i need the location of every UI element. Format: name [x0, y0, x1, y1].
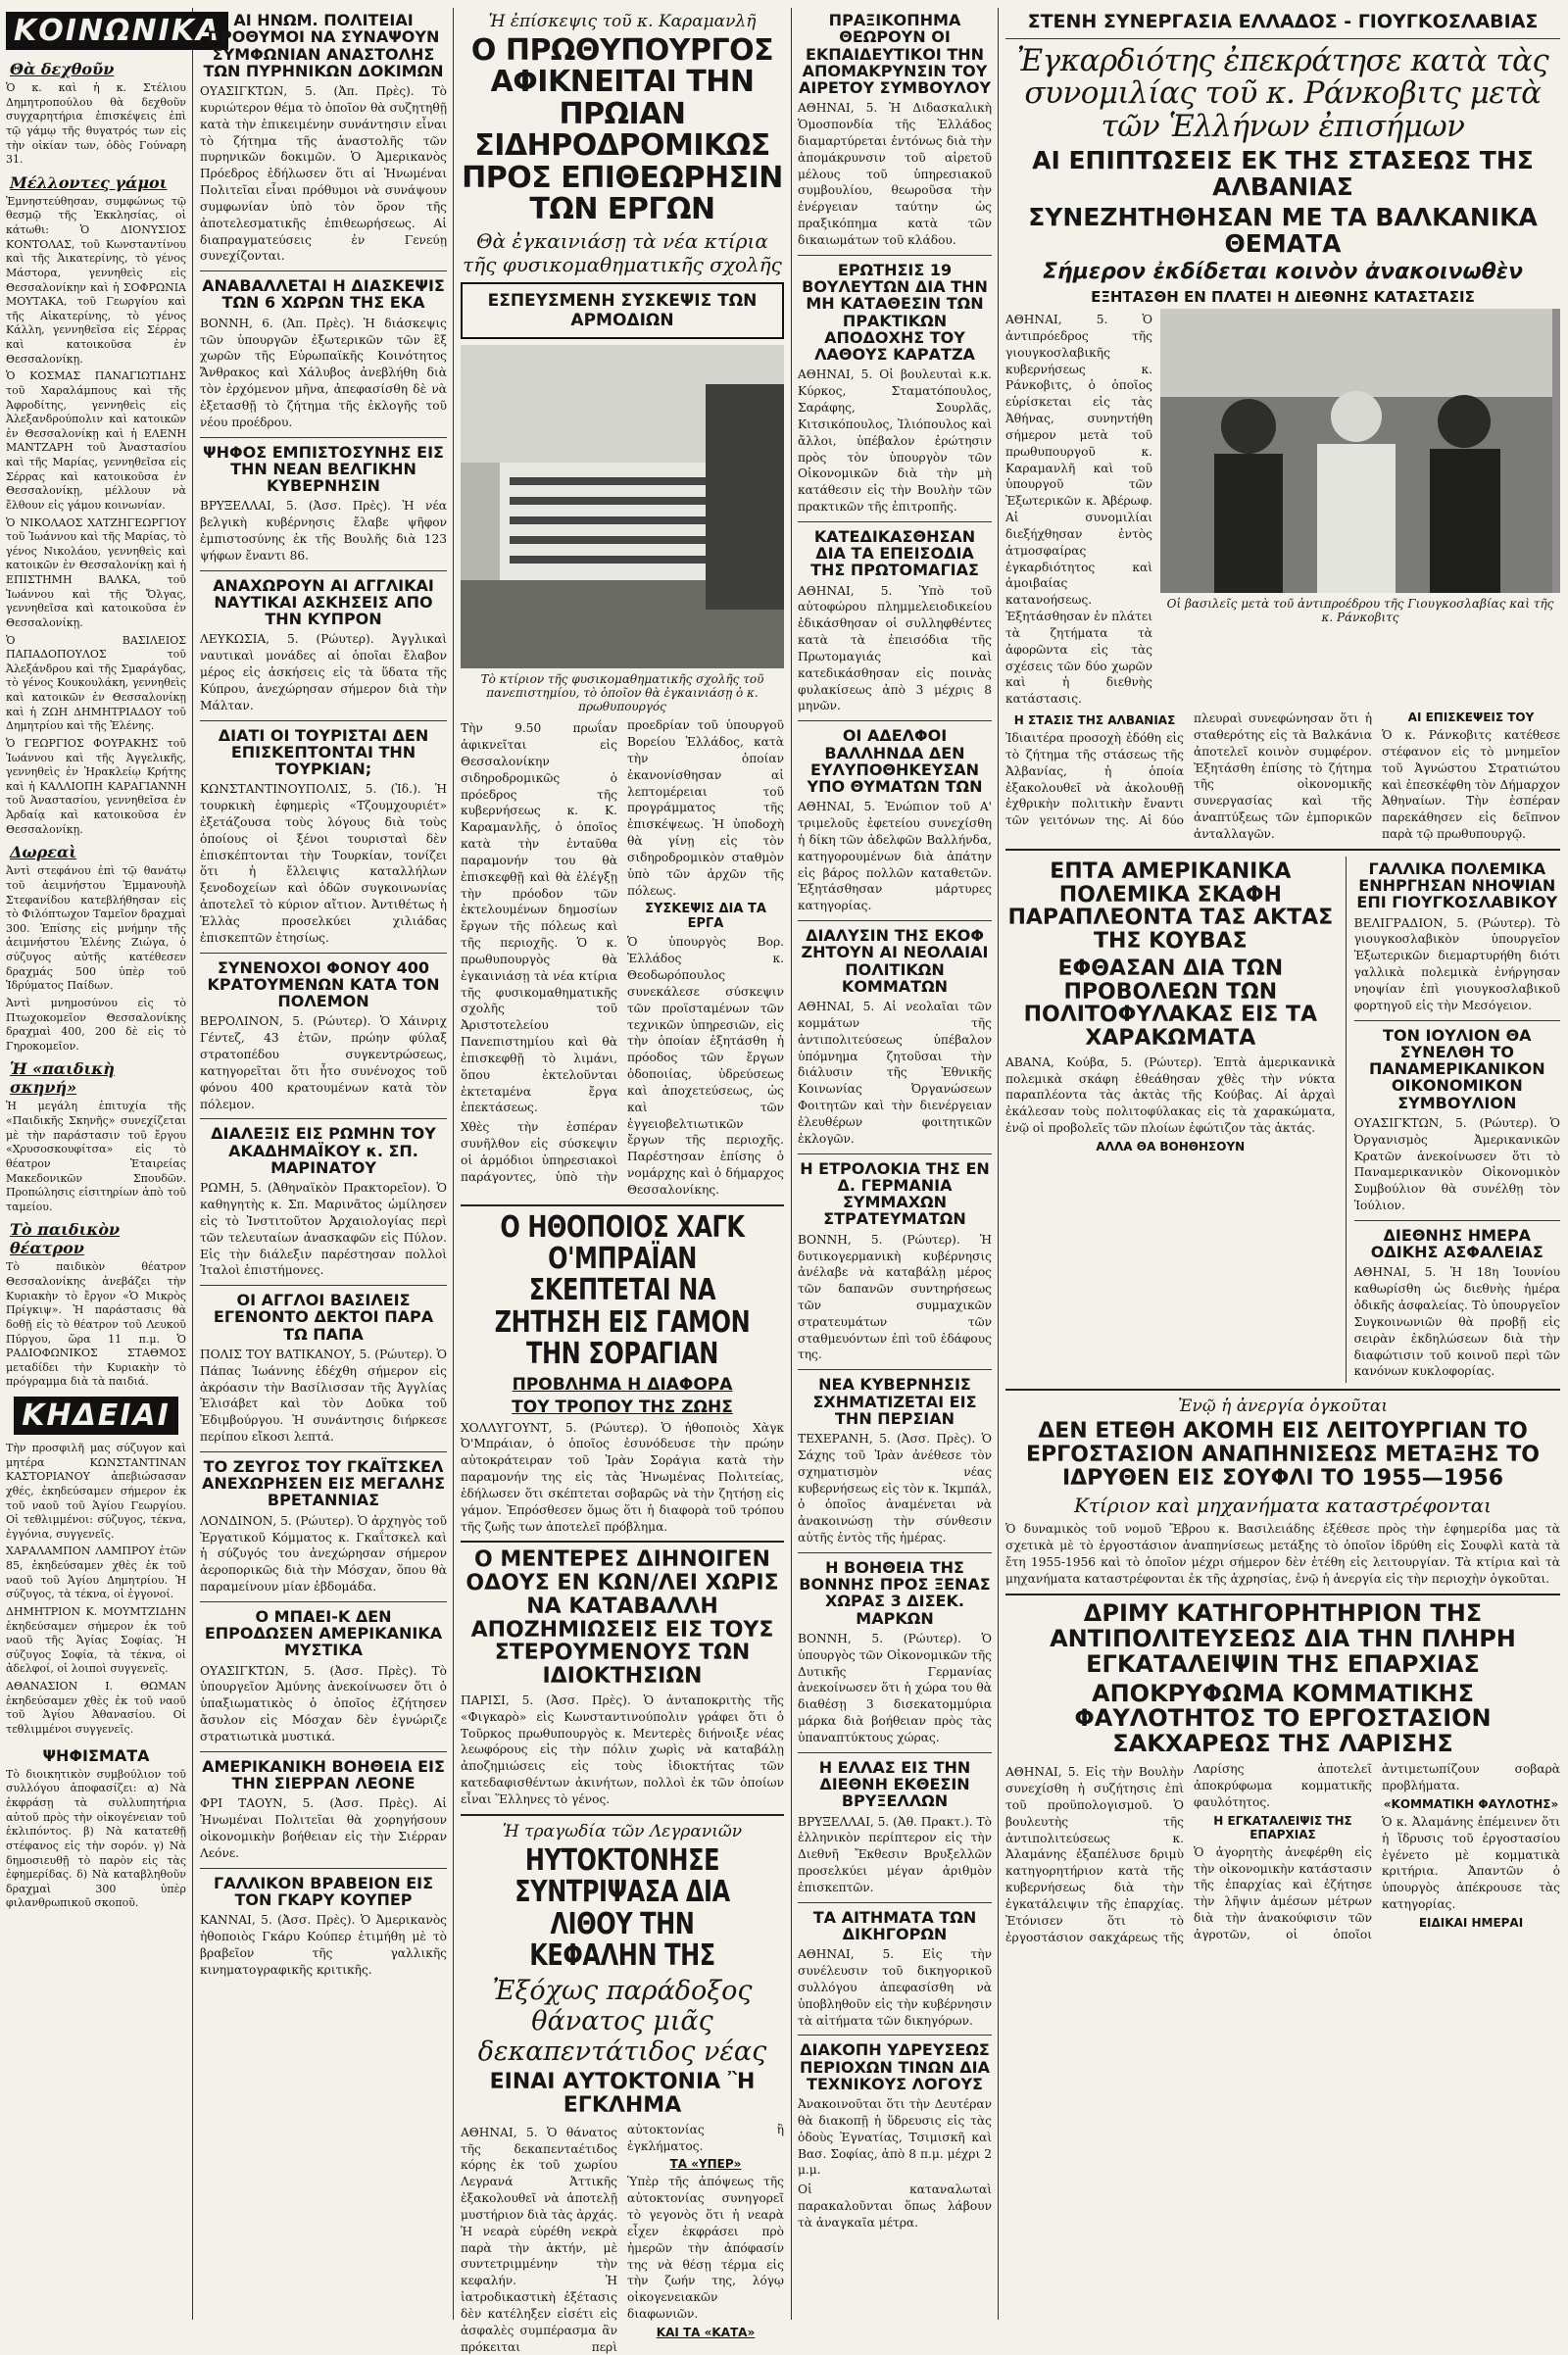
divider — [200, 1118, 447, 1119]
article-text — [200, 316, 447, 431]
divider — [1005, 38, 1560, 39]
dateline: ΒΡΥΞΕΛΛΑΙ, 5. (Ἀσσ. Πρὲς). — [200, 499, 391, 514]
column-rule — [192, 8, 193, 2320]
article-text: Ἀντὶ στεφάνου ἐπὶ τῷ θανάτῳ τοῦ ἀειμνήστου Ἐμμανουὴλ Στεφανίδου κατεβλήθησαν εἰς τὸ Φιλόπτωχον Ταμεῖον δραχμαὶ 300. Ἐπίσης εἰς μνήμην τῆς ἀειμνήστου Ἐλένης Ζιώγα, ὁ σύζυγος αὐτῆς κατέθεσεν δραχμάς 500 ὑπὲρ τοῦ Ἱδρύματος Παίδων. — [6, 864, 186, 993]
article-text: ΑΘΗΝΑΙ, 5. Ἐνώπιον τοῦ Α' τριμελοῦς ἐφετείου συνεχίσθη ἡ δίκη τῶν ἀδελφῶν Βαλλήνδα, κατηγορουμένων διὰ ἀπάτην εἰς βάρος πολλῶν καταθετῶν. Ἐξητάσθησαν μάρτυρες κατηγορίας. — [798, 800, 992, 913]
article-text: ΚΑΝΝΑΙ, 5. (Ἀσσ. Πρὲς). Ὁ Ἀμερικανὸς ἠθοποιὸς Γκάρυ Κούπερ ἐτιμήθη μὲ τὸ βραβεῖον τῆς γαλλικῆς κινηματογραφικῆς κριτικῆς. — [200, 1913, 447, 1977]
divider — [461, 1814, 784, 1816]
article-text: Ὁ κ. Ράνκοβιτς κατέθεσε στέφανον εἰς τὸ μνημεῖον τοῦ Ἀγνώστου Στρατιώτου καὶ ἐπεσκέφθη τὸν Δήμαρχον Ἀθηναίων. Τὴν ἑσπέραν παρεκάθησεν εἰς δεῖπνον παρὰ τῷ πρωθυπουργῷ. — [1382, 728, 1560, 841]
divider — [798, 1153, 992, 1154]
divider — [461, 1541, 784, 1543]
article-text: Ὁ κ. Ἀλαμάνης ἐπέμεινεν ὅτι ἡ ἵδρυσις τοῦ ἐργοστασίου ἐγένετο μὲ κομματικὰ κριτήρια. Ἀπαντῶν ὁ ὑπουργὸς ἀπέκρουσε τὰς κατηγορίας. — [1382, 1814, 1560, 1912]
headline: ΤΑ ΑΙΤΗΜΑΤΑ ΤΩΝ ΔΙΚΗΓΟΡΩΝ — [812, 1907, 977, 1943]
lead-block — [1005, 309, 1560, 711]
headline: ΚΑΤΕΔΙΚΑΣΘΗΣΑΝ ΔΙΑ ΤΑ ΕΠΕΙΣΟΔΙΑ ΤΗΣ ΠΡΩΤΟΜΑΓΙΑΣ — [810, 526, 979, 580]
article-text: ΤΕΧΕΡΑΝΗ, 5. (Ἀσσ. Πρὲς). Ὁ Σάχης τοῦ Ἰρὰν ἀνέθεσε τὸν σχηματισμὸν νέας κυβερνήσεως εἰς τὸν κ. Ἰκμπάλ, ὁ ὁποῖος ἀναμένεται νὰ ἀνακοινώσῃ τὴν σύνθεσιν αὐτῆς ἐντὸς τῆς ἡμέρας. — [798, 1432, 992, 1545]
building-photo-image — [461, 345, 784, 668]
dateline: ΟΥΑΣΙΓΚΤΩΝ, 5. (Ἀπ. Πρὲς). — [200, 84, 415, 99]
headline: ΟΙ ΑΔΕΛΦΟΙ ΒΑΛΛΗΝΔΑ ΔΕΝ ΕΥΛΥΠΟΘΗΚΕΥΣΑΝ ΥΠΟ ΘΥΜΑΤΩΝ ΤΩΝ — [807, 726, 983, 797]
article-body: Τὸ κυριώτερον θέμα τὸ ὁποῖον θὰ συζητηθῇ κατὰ τὴν ἐπικειμένην συνάντησιν εἶναι τὸ ζήτημα τῆς ἀναστολῆς τῶν πυρηνικῶν δοκιμῶν. Ὁ Ἀμερικανὸς Πρόεδρος ἐδήλωσεν ὅτι αἱ Ἡνωμέναι Πολιτεῖαι εἶναι πρόθυμοι νὰ συνάψουν συμφωνίαν ὑπὸ τὸν ὅρον τῆς ἀποτελεσματικῆς ἐπιθεωρήσεως. Αἱ διαπραγματεύσεις ἐν Γενεύῃ συνεχίζονται. — [200, 84, 448, 264]
divider — [798, 720, 992, 721]
headline: ΠΡΑΞΙΚΟΠΗΜΑ ΘΕΩΡΟΥΝ ΟΙ ΕΚΠΑΙΔΕΥΤΙΚΟΙ ΤΗΝ ΑΠΟΜΑΚΡΥΝΣΙΝ ΤΟΥ ΑΙΡΕΤΟΥ ΣΥΜΒΟΥΛΟΥ — [798, 11, 992, 98]
subheadline: ΣΥΣΚΕΨΙΣ ΔΙΑ ΤΑ ΕΡΓΑ — [645, 902, 766, 932]
subheadline: ΤΑ «ΥΠΕΡ» — [669, 2157, 742, 2172]
divider — [798, 2035, 992, 2036]
headline: ΓΑΛΛΙΚΑ ΠΟΛΕΜΙΚΑ ΕΝΗΡΓΗΣΑΝ ΝΗΟΨΙΑΝ ΕΠΙ ΓΙΟΥΓΚΟΣΛΑΒΙΚΟΥ — [1356, 859, 1558, 912]
article-text: ΒΕΛΙΓΡΑΔΙΟΝ, 5. (Ρώυτερ). Τὸ γιουγκοσλαβικὸν ὑπουργεῖον Ἐξωτερικῶν διεμαρτυρήθη διότι γαλλικὰ πολεμικὰ ἐνήργησαν νηοψίαν ἐπὶ γιουγκοσλαβικοῦ φορτηγοῦ εἰς τὴν Μεσόγειον. — [1353, 915, 1560, 1012]
article-text: Ὁ κ. καὶ ἡ κ. Στέλιου Δημητροπούλου θὰ δεχθοῦν συγχαρητήρια ἐπισκέψεις ἐπὶ τῷ γάμῳ τῆς θυγατρός των εἰς τὴν οἰκίαν των, ὁδὸς Γούναρη 31. — [6, 81, 186, 167]
column-lead-story — [461, 8, 784, 2354]
subheading: Μέλλοντες γάμοι — [10, 172, 168, 192]
headline: ΤΟΝ ΙΟΥΛΙΟΝ ΘΑ ΣΥΝΕΛΘΗ ΤΟ ΠΑΝΑΜΕΡΙΚΑΝΙΚΟΝ ΟΙΚΟΝΟΜΙΚΟΝ ΣΥΜΒΟΥΛΙΟΝ — [1369, 1025, 1545, 1112]
headline: ΑΝΑΧΩΡΟΥΝ ΑΙ ΑΓΓΛΙΚΑΙ ΝΑΥΤΙΚΑΙ ΑΣΚΗΣΕΙΣ ΑΠΟ ΤΗΝ ΚΥΠΡΟΝ — [213, 575, 434, 629]
article-text: Τὸ παιδικὸν θέατρον Θεσσαλονίκης ἀνεβάζει τὴν Κυριακὴν τὸ ἔργον «Ὁ Μικρὸς Πρίγκιψ». Ἡ παράστασις θὰ δοθῇ εἰς τὸ θέατρον τοῦ Λευκοῦ Πύργου, ὥρα 11 π.μ. Ὁ ΡΑΔΙΟΦΩΝΙΚΟΣ ΣΤΑΘΜΟΣ μεταδίδει τὴν Κυριακὴν τὸ πρόγραμμα διὰ τὰ παιδιά. — [6, 1260, 186, 1389]
cuba-story — [1005, 857, 1336, 1383]
headline: ΕΦΘΑΣΑΝ ΔΙΑ ΤΩΝ ΠΡΟΒΟΛΕΩΝ ΤΩΝ ΠΟΛΙΤΟΦΥΛΑΚΑΣ ΕΙΣ ΤΑ ΧΑΡΑΚΩΜΑΤΑ — [1023, 956, 1318, 1052]
divider — [200, 270, 447, 271]
article-text: Ἰδιαιτέρα προσοχὴ ἐδόθη εἰς τὸ ζήτημα τῆς στάσεως τῆς Ἀλβανίας, ἡ ὁποία ἐξακολουθεῖ νὰ ἀκολουθῇ ἐχθρικὴν πολιτικὴν ἔναντι τῶν γειτόνων της. Αἱ δύο πλευραὶ συνεφώνησαν ὅτι ἡ σταθερότης εἰς τὰ Βαλκάνια ἀποτελεῖ κοινὸν συμφέρον. Ἐξητάσθη ἐπίσης τὸ ζήτημα τῆς οἰκονομικῆς συνεργασίας καὶ τῆς ἀναπτύξεως τῶν ἐμπορικῶν ἀνταλλαγῶν. — [1005, 711, 1372, 841]
headline: ΗΥΤΟΚΤΟΝΗΣΕ ΣΥΝΤΡΙΨΑΣΑ ΔΙΑ ΛΙΘΟΥ ΤΗΝ ΚΕΦΑΛΗΝ ΤΗΣ — [514, 1842, 730, 1973]
headline: Η ΕΛΛΑΣ ΕΙΣ ΤΗΝ ΔΙΕΘΝΗ ΕΚΘΕΣΙΝ ΒΡΥΞΕΛΛΩΝ — [818, 1757, 971, 1811]
article-text: ΑΘΗΝΑΙ, 5. Αἱ νεολαῖαι τῶν κομμάτων τῆς ἀντιπολιτεύσεως ὑπέβαλον ὑπόμνημα ζητοῦσαι τὴν διάλυσιν τῆς Ἐθνικῆς Κοινωνίας Ὀργανώσεων Φοιτητῶν καὶ τὴν διενέργειαν ἐλευθέρων φοιτητικῶν ἐκλογῶν. — [798, 1000, 992, 1146]
article-text: ΑΘΗΝΑΙ, 5. Εἰς τὴν Βουλὴν συνεχίσθη ἡ συζήτησις ἐπὶ τοῦ προϋπολογισμοῦ. Ὁ βουλευτὴς τῆς ἀντιπολιτεύσεως κ. Ἀλαμάνης ἐξαπέλυσε δριμὺ κατηγορητήριον κατὰ τῆς κυβερνήσεως διὰ τὴν ἐγκατάλειψιν τῆς ἐπαρχίας. Ἐτόνισεν ὅτι τὸ ἐργοστάσιον σακχάρεως τῆς Λαρίσης ἀποτελεῖ ἀποκρύφωμα κομματικῆς φαυλότητος. — [1005, 1762, 1372, 1944]
article-text: ΑΘΗΝΑΙ, 5. Εἰς τὴν συνέλευσιν τοῦ δικηγορικοῦ συλλόγου ἀπεφασίσθη νὰ ὑποβληθοῦν εἰς τὴν κυβέρνησιν τὰ αἰτήματα τῶν δικηγόρων. — [798, 1947, 992, 2028]
column-rankovic-story — [1005, 8, 1560, 2320]
article-text: Ὁ ὑπουργὸς Βορ. Ἑλλάδος κ. Θεοδωρόπουλος συνεκάλεσε σύσκεψιν τῶν προϊσταμένων τῶν τεχνικῶν ὑπηρεσιῶν, εἰς τὴν ὁποίαν ἐξητάσθη ἡ πρόοδος τῶν ἔργων ὁδοποιίας, ὑδρεύσεως καὶ ἀποχετεύσεως, ὡς καὶ τῶν ἐγγειοβελτιωτικῶν ἔργων τῆς περιοχῆς. Παρέστησαν ἐπίσης ὁ νομάρχης καὶ ὁ δήμαρχος Θεσσαλονίκης. — [627, 935, 784, 1197]
article-text: ΟΥΑΣΙΓΚΤΩΝ, 5. (Ἀσσ. Πρὲς). Τὸ ὑπουργεῖον Ἀμύνης ἀνεκοίνωσεν ὅτι ὁ ὑπαξιωματικὸς ὁ ὁποῖος ἐζήτησεν ἄσυλον εἰς Μόσχαν δὲν ἐγνώριζε στρατιωτικὰ μυστικά. — [200, 1663, 447, 1743]
divider — [200, 1601, 447, 1602]
divider — [1354, 1020, 1560, 1021]
divider — [200, 1751, 447, 1752]
article-text: Ἀνακοινοῦται ὅτι τὴν Δευτέραν θὰ διακοπῇ ἡ ὕδρευσις εἰς τὰς ὁδοὺς Ἐγνατίας, Τσιμισκῆ καὶ Βασ. Σοφίας, ἀπὸ 8 π.μ. μέχρι 2 μ.μ. — [798, 2097, 992, 2178]
headline: ΕΙΝΑΙ ΑΥΤΟΚΤΟΝΙΑ Ἢ ΕΓΚΛΗΜΑ — [489, 2070, 756, 2119]
article-text: ΛΟΝΔΙΝΟΝ, 5. (Ρώυτερ). Ὁ ἀρχηγὸς τοῦ Ἐργατικοῦ Κόμματος κ. Γκαΐτσκελ καὶ ἡ σύζυγός του ἀνεχώρησαν σήμερον ἀεροπορικῶς διὰ τὴν Μόσχαν, ὅπου θὰ παραμείνουν μίαν ἑβδομάδα. — [200, 1513, 447, 1595]
column-rule — [791, 8, 792, 2320]
headline: ΔΕΝ ΕΤΕΘΗ ΑΚΟΜΗ ΕΙΣ ΛΕΙΤΟΥΡΓΙΑΝ ΤΟ ΕΡΓΟΣΤΑΣΙΟΝ ΑΝΑΠΗΝΙΣΕΩΣ ΜΕΤΑΞΗΣ ΤΟ ΙΔΡΥΘΕΝ ΕΙΣ ΣΟΥΦΛΙ ΤΟ 1955—1956 — [1026, 1419, 1540, 1491]
article-text: Ὁ ΚΟΣΜΑΣ ΠΑΝΑΓΙΩΤΙΔΗΣ τοῦ Χαραλάμπους καὶ τῆς Ἀφροδίτης, γεννηθεὶς εἰς Ἀλεξανδρούπολιν καὶ κατοικῶν ἐν Θεσσαλονίκῃ καὶ ἡ ΕΛΕΝΗ ΜΑΝΤΖΑΡΗ τοῦ Ἀναστασίου καὶ τῆς Μαρίας, γεννηθεῖσα εἰς Σέρρας καὶ κατοικοῦσα ἐν Θεσσαλονίκῃ, μέλλουν νὰ ἔλθουν εἰς γάμου κοινωνίαν. — [6, 369, 186, 512]
divider — [200, 437, 447, 438]
article-text: Ὁ ΒΑΣΙΛΕΙΟΣ ΠΑΠΑΔΟΠΟΥΛΟΣ τοῦ Ἀλεξάνδρου καὶ τῆς Σμαράγδας, τὸ γένος Κουκουλάκη, γεννηθεὶς καὶ κατοικῶν ἐν Θεσσαλονίκῃ καὶ ἡ ΖΩΗ ΔΗΜΗΤΡΙΑΔΟΥ τοῦ Δημητρίου καὶ τῆς Ἐλένης. — [6, 633, 186, 733]
photo-caption: Τὸ κτίριον τῆς φυσικομαθηματικῆς σχολῆς τοῦ πανεπιστημίου, τὸ ὁποῖον θὰ ἐγκαινιάσῃ ὁ κ. πρωθυπουργός — [480, 672, 764, 714]
headline: ΤΟ ΖΕΥΓΟΣ ΤΟΥ ΓΚΑΪΤΣΚΕΛ ΑΝΕΧΩΡΗΣΕΝ ΕΙΣ ΜΕΓΑΛΗΣ ΒΡΕΤΑΝΝΙΑΣ — [201, 1456, 446, 1510]
divider — [1005, 849, 1560, 851]
article-text: Τὸ διοικητικὸν συμβούλιον τοῦ συλλόγου ἀποφασίζει: α) Νὰ ἐκφράσῃ τὰ συλλυπητήρια αὐτοῦ πρὸς τὴν οἰκογένειαν τοῦ ἐκλιπόντος. β) Νὰ κατατεθῇ στέφανος εἰς τὴν σορόν. γ) Νὰ δημοσιευθῇ τὸ παρὸν εἰς τὰς ἐφημερίδας. δ) Νὰ καταβληθοῦν δραχμαὶ 300 ὑπὲρ φιλανθρωπικοῦ σκοποῦ. — [6, 1767, 186, 1910]
headline: Ο ΗΘΟΠΟΙΟΣ ΧΑΓΚ Ο'ΜΠΡΑΪΑΝ ΣΚΕΠΤΕΤΑΙ ΝΑ ΖΗΤΗΣΗ ΕΙΣ ΓΑΜΟΝ ΤΗΝ ΣΟΡΑΓΙΑΝ — [494, 1209, 751, 1372]
subheadline: ΕΣΠΕΥΣΜΕΝΗ ΣΥΣΚΕΨΙΣ ΤΩΝ ΑΡΜΟΔΙΩΝ — [487, 291, 758, 331]
column-rule — [998, 8, 999, 2320]
article-text: ΦΡΙ ΤΑΟΥΝ, 5. (Ἀσσ. Πρὲς). Αἱ Ἡνωμέναι Πολιτεῖαι θὰ χορηγήσουν οἰκονομικὴν βοήθειαν εἰς τὴν Σιέρραν Λεόνε. — [200, 1796, 447, 1860]
headline: ΔΙΕΘΝΗΣ ΗΜΕΡΑ ΟΔΙΚΗΣ ΑΣΦΑΛΕΙΑΣ — [1370, 1225, 1544, 1262]
headline: ΓΑΛΛΙΚΟΝ ΒΡΑΒΕΙΟΝ ΕΙΣ ΤΟΝ ΓΚΑΡΥ ΚΟΥΠΕΡ — [213, 1873, 433, 1909]
article-text: ΑΘΗΝΑΙ, 5. Ὁ ἀντιπρόεδρος τῆς γιουγκοσλαβικῆς κυβερνήσεως κ. Ράνκοβιτς, ὁ ὁποῖος εὑρίσκεται εἰς τὰς Ἀθήνας, συνηντήθη σήμερον μετὰ τοῦ πρωθυπουργοῦ κ. Καραμανλῆ καὶ τοῦ ὑπουργοῦ τῶν Ἐξωτερικῶν κ. Ἀβέρωφ. Αἱ συνομιλίαι διεξήχθησαν ἐντὸς ἀτμοσφαίρας ἐγκαρδιότητος καὶ ἀμοιβαίας κατανοήσεως. Ἐξητάσθησαν ἐν πλάτει τὰ ζητήματα τὰ ἀφορῶντα εἰς τὰς σχέσεις τῶν δύο χωρῶν καὶ ἡ διεθνὴς κατάστασις. — [1005, 313, 1152, 707]
subheading: Θὰ δεχθοῦν — [10, 60, 115, 78]
lead-headline: Ἐγκαρδιότης ἐπεκράτησε κατὰ τὰς συνομιλίας τοῦ κ. Ράνκοβιτς μετὰ τῶν Ἑλλήνων ἐπισήμων — [1016, 43, 1549, 144]
subheadline: Σήμερον ἐκδίδεται κοινὸν ἀνακοινωθὲν — [1043, 260, 1523, 285]
headline: ΔΙΑΛΕΞΙΣ ΕΙΣ ΡΩΜΗΝ ΤΟΥ ΑΚΑΔΗΜΑΪΚΟΥ κ. ΣΠ. ΜΑΡΙΝΑΤΟΥ — [211, 1124, 436, 1177]
subheading: Ἡ «παιδικὴ σκηνή» — [10, 1059, 115, 1098]
dateline: ΒΟΝΝΗ, 6. (Ἀπ. Πρὲς). — [200, 316, 355, 330]
column-rule — [453, 8, 454, 2320]
divider — [461, 1204, 784, 1206]
article-text: ΠΟΛΙΣ ΤΟΥ ΒΑΤΙΚΑΝΟΥ, 5. (Ρώυτερ). Ὁ Πάπας Ἰωάννης ἐδέχθη σήμερον εἰς ἀκρόασιν τὴν Βασίλισσαν τῆς Ἀγγλίας Ἐλισάβετ καὶ τὸν Δοῦκα τοῦ Ἐδιμβούργου. Ἡ συνάντησις διήρκεσε περίπου εἴκοσι λεπτά. — [200, 1347, 447, 1445]
article-columns — [461, 2122, 784, 2355]
subheadline: ΚΑΙ ΤΑ «ΚΑΤΑ» — [656, 2325, 756, 2339]
headline: ΔΡΙΜΥ ΚΑΤΗΓΟΡΗΤΗΡΙΟΝ ΤΗΣ ΑΝΤΙΠΟΛΙΤΕΥΣΕΩΣ ΔΙΑ ΤΗΝ ΠΛΗΡΗ ΕΓΚΑΤΑΛΕΙΨΙΝ ΤΗΣ ΕΠΑΡΧΙΑΣ — [1050, 1598, 1516, 1678]
article-text: Τὴν προσφιλῆ μας σύζυγον καὶ μητέρα ΚΩΝΣΤΑΝΤΙΝΑΝ ΚΑΣΤΟΡΙΑΝΟΥ ἀπεβιώσασαν χθές, ἐκηδεύσαμεν σήμερον ἐκ τοῦ ναοῦ τοῦ Ἁγίου Γεωργίου. Οἱ τεθλιμμένοι: σύζυγος, τέκνα, ἐγγόνια, συγγενεῖς. — [6, 1442, 186, 1541]
subheading: Τὸ παιδικὸν θέατρον — [10, 1220, 121, 1258]
article-text — [200, 83, 447, 265]
kicker: ΣΤΕΝΗ ΣΥΝΕΡΓΑΣΙΑ ΕΛΛΑΔΟΣ - ΓΙΟΥΓΚΟΣΛΑΒΙΑΣ — [1027, 11, 1539, 32]
article-text: ΑΘΑΝΑΣΙΟΝ Ι. ΘΩΜΑΝ ἐκηδεύσαμεν χθὲς ἐκ τοῦ ναοῦ τοῦ Ἁγίου Ἀθανασίου. Οἱ τεθλιμμένοι συγγενεῖς. — [6, 1680, 186, 1736]
headline: ΑΝΑΒΑΛΛΕΤΑΙ Η ΔΙΑΣΚΕΨΙΣ ΤΩΝ 6 ΧΩΡΩΝ ΤΗΣ ΕΚΑ — [202, 276, 445, 313]
photo-university-building — [461, 345, 784, 668]
headline: ΨΗΦΟΣ ΕΜΠΙΣΤΟΣΥΝΗΣ ΕΙΣ ΤΗΝ ΝΕΑΝ ΒΕΛΓΙΚΗΝ ΚΥΒΕΡΝΗΣΙΝ — [203, 442, 444, 496]
article-text: ΠΑΡΙΣΙ, 5. (Ἀσσ. Πρὲς). Ὁ ἀνταποκριτὴς τῆς «Φιγκαρὸ» εἰς Κωνσταντινούπολιν γράφει ὅτι ὁ Τοῦρκος πρωθυπουργὸς κ. Μεντερὲς διήνοιξε νέας λεωφόρους εἰς τὴν πόλιν χωρὶς νὰ καταβάλῃ ἀποζημιώσεις εἰς τοὺς ἰδιοκτήτας τῶν κατεδαφισθέντων ἀκινήτων, πολλοὶ ἐκ τῶν ὁποίων εἶναι Ἕλληνες τὸ γένος. — [461, 1693, 784, 1806]
photo-block — [1160, 309, 1560, 711]
subheadline: ΑΙ ΕΠΙΣΚΕΨΕΙΣ ΤΟΥ — [1407, 711, 1535, 725]
side-stories — [1346, 857, 1560, 1383]
article-text: ΑΘΗΝΑΙ, 5. Ὑπὸ τοῦ αὐτοφώρου πλημμελειοδικείου ἐδικάσθησαν οἱ συλληφθέντες κατὰ τὰ ἐπεισόδια τῆς Πρωτομαγιάς καὶ κατεδικάσθησαν εἰς ποινὰς φυλακίσεως ἀπὸ 3 μέχρις 8 μηνῶν. — [798, 583, 992, 713]
divider — [798, 1902, 992, 1903]
section-title-funerals: ΚΗΔΕΙΑΙ — [14, 1397, 178, 1435]
divider — [1005, 1389, 1560, 1391]
article-text: ΒΟΝΝΗ, 5. (Ρώυτερ). Ὁ ὑπουργὸς τῶν Οἰκονομικῶν τῆς Δυτικῆς Γερμανίας ἀνεκοίνωσεν ὅτι ἡ χώρα του θὰ διαθέσῃ 3 δισεκατομμύρια μάρκα διὰ βοήθειαν πρὸς τὰς ὑπαναπτύκτους χώρας. — [798, 1631, 992, 1744]
article-text: ΔΗΜΗΤΡΙΟΝ Κ. ΜΟΥΜΤΖΙΔΗΝ ἐκηδεύσαμεν σήμερον ἐκ τοῦ ναοῦ τῆς Ἁγίας Σοφίας. Ἡ σύζυγος Σοφία, τὰ τέκνα, οἱ ἀδελφοί, οἱ λοιποὶ συγγενεῖς. — [6, 1604, 186, 1676]
article-text: Τὴν 9.50 πρωΐαν ἀφικνεῖται εἰς Θεσσαλονίκην σιδηροδρομικῶς ὁ πρόεδρος τῆς κυβερνήσεως κ. Κ. Καραμανλῆς, ὁ ὁποῖος κατὰ τὴν ἐνταῦθα παραμονήν του θὰ ἐπισκεφθῇ καὶ θὰ ἐλέγξῃ τὴν πρόοδον τῶν ἐκτελουμένων δημοσίων ἔργων τῆς πόλεως καὶ τῆς περιοχῆς. Ὁ κ. πρωθυπουργὸς θὰ ἐγκαινιάσῃ τὰ νέα κτίρια τῆς φυσικομαθηματικῆς σχολῆς τοῦ Ἀριστοτελείου Πανεπιστημίου καὶ θὰ ἐπισκεφθῇ τὸ λιμάνι, ὅπου ἐκτελοῦνται ἐκτεταμένα ἔργα ἐπεκτάσεως. — [461, 721, 617, 1115]
subheading: Δωρεαὶ — [10, 843, 77, 862]
news-row — [1005, 857, 1560, 1383]
divider — [1354, 1220, 1560, 1221]
column-social — [6, 8, 221, 2320]
article-text: Ὁ ἀγορητὴς ἀνεφέρθη εἰς τὴν οἰκονομικὴν κατάστασιν τῆς ἐπαρχίας καὶ ἐζήτησε τὴν λῆψιν ἀμέσων μέτρων διὰ τὴν ἀνακούφισιν τῶν ἀγροτῶν, οἱ ὁποῖοι ἀντιμετωπίζουν σοβαρὰ προβλήματα. — [1194, 1762, 1560, 1941]
divider — [200, 1868, 447, 1869]
divider — [1005, 1594, 1560, 1595]
lead-headline: Ο ΠΡΩΘΥΠΟΥΡΓΟΣ ΑΦΙΚΝΕΙΤΑΙ ΤΗΝ ΠΡΩΙΑΝ ΣΙΔΗΡΟΔΡΟΜΙΚΩΣ ΠΡΟΣ ΕΠΙΘΕΩΡΗΣΙΝ ΤΩΝ ΕΡΓΩΝ — [462, 33, 783, 226]
subheadline: Ἐξόχως παράδοξος θάνατος μιᾶς δεκαπεντάτιδος νέας — [477, 1976, 767, 2068]
article-text: ΚΩΝΣΤΑΝΤΙΝΟΥΠΟΛΙΣ, 5. (Ἰδ.). Ἡ τουρκικὴ ἐφημερὶς «Τζουμχουριέτ» ἐξετάζουσα τοὺς λόγους διὰ τοὺς ὁποίους οἱ ξένοι τουρισταὶ δὲν ἐπισκέπτονται τὴν Τουρκίαν, τονίζει ὅτι ἡ ἔλλειψις καταλλήλων ξενοδοχείων καὶ ὁδῶν συγκοινωνίας ἀποτελεῖ τὸ κύριον αἴτιον. Ἀντιθέτως ἡ Ἑλλὰς προσελκύει χιλιάδας ἐπισκεπτῶν ἐτησίως. — [200, 782, 447, 945]
headline: ΔΙΑΤΙ ΟΙ ΤΟΥΡΙΣΤΑΙ ΔΕΝ ΕΠΙΣΚΕΠΤΟΝΤΑΙ ΤΗΝ ΤΟΥΡΚΙΑΝ; — [218, 725, 429, 779]
article-text: ΑΘΗΝΑΙ, 5. Ἡ Διδασκαλικὴ Ὁμοσπονδία τῆς Ἑλλάδος διαμαρτύρεται ἐντόνως διὰ τὴν ἀπομάκρυνσιν τοῦ αἱρετοῦ μέλους τοῦ ὑπηρεσιακοῦ συμβουλίου, θεωροῦσα τὴν ἐνέργειαν ταύτην ὡς πραξικόπημα κατὰ τῶν δικαιωμάτων τοῦ κλάδου. — [798, 101, 992, 247]
article-columns — [1005, 711, 1560, 843]
divider — [200, 570, 447, 571]
headline: ΕΡΩΤΗΣΙΣ 19 ΒΟΥΛΕΥΤΩΝ ΔΙΑ ΤΗΝ ΜΗ ΚΑΤΑΘΕΣΙΝ ΤΩΝ ΠΡΑΚΤΙΚΩΝ ΑΠΟΔΟΧΗΣ ΤΟΥ ΛΑΘΟΥΣ ΚΑΡΑΤΖΑ — [802, 260, 988, 365]
divider — [798, 920, 992, 921]
royals-photo-image — [1160, 309, 1552, 593]
article-text: Ὁ ΓΕΩΡΓΙΟΣ ΦΟΥΡΑΚΗΣ τοῦ Ἰωάννου καὶ τῆς Ἀγγελικῆς, γεννηθεὶς ἐν Ἡρακλείῳ Κρήτης καὶ ἡ ΚΑΛΛΙΟΠΗ ΚΑΡΑΓΙΑΝΝΗ τοῦ Ἀναστασίου, γεννηθεῖσα ἐν Ἀρδαίᾳ καὶ κατοικοῦσα ἐν Θεσσαλονίκῃ. — [6, 736, 186, 836]
headline: Ο ΜΕΝΤΕΡΕΣ ΔΙΗΝΟΙΓΕΝ ΟΔΟΥΣ ΕΝ ΚΩΝ/ΛΕΙ ΧΩΡΙΣ ΝΑ ΚΑΤΑΒΑΛΛΗ ΑΠΟΖΗΜΙΩΣΕΙΣ ΕΙΣ ΤΟΥΣ ΣΤΕΡΟΥΜΕΝΟΥΣ ΤΩΝ ΙΔΙΟΚΤΗΣΙΩΝ — [466, 1547, 779, 1690]
article-text: ΒΟΝΝΗ, 5. (Ρώυτερ). Ἡ δυτικογερμανικὴ κυβέρνησις ἀνέλαβε νὰ καταβάλῃ μέρος τῶν δαπανῶν συντηρήσεως τῶν συμμαχικῶν στρατευμάτων τῶν σταθμευόντων ἐπὶ τοῦ ἐδάφους της. — [798, 1232, 992, 1362]
divider — [200, 953, 447, 954]
subheading: ΨΗΦΙΣΜΑΤΑ — [42, 1745, 150, 1765]
headline: ΑΙ ΗΝΩΜ. ΠΟΛΙΤΕΙΑΙ ΠΡΟΘΥΜΟΙ ΝΑ ΣΥΝΑΨΟΥΝ ΣΥΜΦΩΝΙΑΝ ΑΝΑΣΤΟΛΗΣ ΤΩΝ ΠΥΡΗΝΙΚΩΝ ΔΟΚΙΜΩΝ — [203, 11, 444, 80]
kicker: Ἡ τραγωδία τῶν Λεγρανιῶν — [502, 1821, 743, 1841]
subheadline: Κτίριον καὶ μηχανήματα καταστρέφονται — [1073, 1494, 1492, 1518]
subheadline: ΠΡΟΒΛΗΜΑ Η ΔΙΑΦΟΡΑ — [512, 1374, 733, 1395]
subheadline: ΑΛΛΑ ΘΑ ΒΟΗΘΗΣΟΥΝ — [1096, 1139, 1246, 1153]
divider — [200, 1451, 447, 1452]
kicker: Ἐνῷ ἡ ἀνεργία ὀγκοῦται — [1178, 1397, 1388, 1417]
headline: ΔΙΑΚΟΠΗ ΥΔΡΕΥΣΕΩΣ ΠΕΡΙΟΧΩΝ ΤΙΝΩΝ ΔΙΑ ΤΕΧΝΙΚΟΥΣ ΛΟΓΟΥΣ — [799, 2040, 991, 2093]
article-text: Ὑπὲρ τῆς ἀπόψεως τῆς αὐτοκτονίας συνηγορεῖ τὸ γεγονὸς ὅτι ἡ νεαρὰ εἶχεν ἐκφράσει πρὸ ἡμερῶν τὴν ἀπόφασίν της νὰ θέσῃ τέρμα εἰς τὴν ζωήν της, λόγῳ οἰκογενειακῶν διαφωνιῶν. — [627, 2175, 784, 2322]
article-text: ΧΑΡΑΛΑΜΠΟΝ ΛΑΜΠΡΟΥ ἐτῶν 85, ἐκηδεύσαμεν χθὲς ἐκ τοῦ ναοῦ τοῦ Ἁγίου Δημητρίου. Ἡ σύζυγος, τὰ τέκνα, οἱ ἐγγονοί. — [6, 1545, 186, 1601]
article-text: ΑΘΗΝΑΙ, 5. Ὁ θάνατος τῆς δεκαπενταέτιδος κόρης ἐκ τοῦ χωρίου Λεγρανά Ἀττικῆς ἐξακολουθεῖ νὰ ἀποτελῇ μυστήριον διὰ τὰς ἀρχάς. Ἡ νεαρὰ εὑρέθη νεκρὰ παρὰ τὴν ἀκτήν, μὲ συντετριμμένην τὴν κεφαλήν. Ἡ ἰατροδικαστικὴ ἐξέτασις δὲν κατέληξεν εἰσέτι εἰς ἀσφαλὲς συμπέρασμα ἂν πρόκειται περὶ αὐτοκτονίας ἢ ἐγκλήματος. — [461, 2122, 784, 2354]
article-columns — [461, 717, 784, 1198]
article-text: Ὁ δυναμικὸς τοῦ νομοῦ Ἔβρου κ. Βασιλειάδης ἐξέθεσε πρὸς τὴν ἐφημερίδα μας τὰ σχετικὰ μὲ τὸ ἐργοστάσιον ἀναπηνίσεως μετάξης τὸ ὁποῖον ἱδρύθη εἰς Σουφλὶ κατὰ τὰ ἔτη 1955-1956 καὶ τὸ ὁποῖον μέχρι σήμερον δὲν ἐτέθη εἰς λειτουργίαν. Τὰ κτίρια καὶ τὰ μηχανήματα καταστρέφονται ἐκ τῆς ἀχρησίας, ἐνῷ ἡ ἀνεργία εἰς τὴν περιοχὴν ὀγκοῦται. — [1005, 1522, 1560, 1586]
section-title-social: ΚΟΙΝΩΝΙΚΑ — [6, 12, 228, 50]
article-text: Ἐμνηστεύθησαν, συμφώνως τῷ θεσμῷ τῆς Ἐκκλησίας, οἱ κάτωθι: Ὁ ΔΙΟΝΥΣΙΟΣ ΚΟΝΤΟΛΑΣ, τοῦ Κωνσταντίνου καὶ τῆς Ἀικατερίνης, τὸ γένος Μάστορα, γεννηθεὶς εἰς Θεσσαλονίκην καὶ ἡ ΣΟΦΡΩΝΙΑ ΜΟΥΤΑΚΑ, τοῦ Γεωργίου καὶ τῆς Αἰκατερίνης, τὸ γένος Κάλλη, γεννηθεῖσα εἰς Σέρρας καὶ κατοικοῦσα ἐν Θεσσαλονίκῃ. — [6, 194, 186, 366]
divider — [200, 1285, 447, 1286]
article-text: ΒΡΥΞΕΛΛΑΙ, 5. (Ἀθ. Πρακτ.). Τὸ ἑλληνικὸν περίπτερον εἰς τὴν Διεθνῆ Ἔκθεσιν Βρυξελλῶν προσελκύει μέγαν ἀριθμὸν ἐπισκεπτῶν. — [798, 1814, 993, 1894]
article-text: ΑΒΑΝΑ, Κούβα, 5. (Ρώυτερ). Ἑπτὰ ἀμερικανικὰ πολεμικὰ σκάφη ἐθεάθησαν χθὲς τὴν νύκτα παραπλέοντα τὰς ἀκτὰς τῆς Κούβας. Αἱ ἀρχαὶ ἐκάλεσαν τοὺς πολιτοφύλακας εἰς τὰ χαρακώματα, ἐνῷ οἱ προβολεῖς τῶν πλοίων ἐφώτιζον τὰς ἀκτάς. — [1005, 1055, 1336, 1136]
article-text: ΑΘΗΝΑΙ, 5. Οἱ βουλευταὶ κ.κ. Κύρκος, Σταματόπουλος, Σαράφης, Σουρλᾶς, Κιτσικόπουλος, Ἰλιόπουλος καὶ ἄλλοι, ὑπέβαλον ἐρώτησιν πρὸς τὸν ὑπουργὸν τῶν Οἰκονομικῶν διὰ τὴν μὴ κατάθεσιν εἰς τὴν Βουλὴν τῶν πρακτικῶν τῆς ἐπιτροπῆς. — [798, 368, 992, 514]
headline: ΣΥΝΕΖΗΤΗΘΗΣΑΝ ΜΕ ΤΑ ΒΑΛΚΑΝΙΚΑ ΘΕΜΑΤΑ — [1028, 203, 1538, 259]
photo-kings-rankovic — [1160, 309, 1560, 593]
headline: ΣΥΝΕΝΟΧΟΙ ΦΟΝΟΥ 400 ΚΡΑΤΟΥΜΕΝΩΝ ΚΑΤΑ ΤΟΝ ΠΟΛΕΜΟΝ — [207, 957, 440, 1011]
subheadline: ΕΞΗΤΑΣΘΗ ΕΝ ΠΛΑΤΕΙ Η ΔΙΕΘΝΗΣ ΚΑΤΑΣΤΑΣΙΣ — [1091, 288, 1475, 307]
divider — [798, 1552, 992, 1553]
divider — [798, 255, 992, 256]
article-text: Ἡ μεγάλη ἐπιτυχία τῆς «Παιδικῆς Σκηνῆς» συνεχίζεται μὲ τὴν παράστασιν τοῦ ἔργου «Χρυσοσκουφίτσα» εἰς τὸ θέατρον Ἑταιρείας Μακεδονικῶν Σπουδῶν. Προπώλησις εἰσιτηρίων ἀπὸ τοῦ ταμείου. — [6, 1100, 186, 1213]
kicker: Ἡ ἐπίσκεψις τοῦ κ. Καραμανλῆ — [488, 12, 757, 31]
article-body: Ἡ νέα βελγικὴ κυβέρνησις ἔλαβε ψῆφον ἐμπιστοσύνης ἐκ τῆς Βουλῆς διὰ 123 ψήφων ἔναντι 86. — [200, 499, 448, 563]
divider — [798, 1752, 992, 1753]
headline: ΝΕΑ ΚΥΒΕΡΝΗΣΙΣ ΣΧΗΜΑΤΙΖΕΤΑΙ ΕΙΣ ΤΗΝ ΠΕΡΣΙΑΝ — [812, 1375, 977, 1428]
headline: ΕΠΤΑ ΑΜΕΡΙΚΑΝΙΚΑ ΠΟΛΕΜΙΚΑ ΣΚΑΦΗ ΠΑΡΑΠΛΕΟΝΤΑ ΤΑΣ ΑΚΤΑΣ ΤΗΣ ΚΟΥΒΑΣ — [1007, 859, 1334, 955]
divider — [798, 521, 992, 522]
article-body: Ἡ διάσκεψις τῶν ὑπουργῶν ἐξωτερικῶν τῶν ἓξ χωρῶν τῆς Εὐρωπαϊκῆς Κοινότητος Ἄνθρακος καὶ Χάλυβος ἀνεβλήθη διὰ τὸν ἐρχόμενον μῆνα, ἀπεφασίσθη δὲ νὰ ἐξετασθῇ τὸ ζήτημα τῆς ἐκλογῆς τοῦ νέου προέδρου. — [200, 316, 447, 429]
article-text: ΟΥΑΣΙΓΚΤΩΝ, 5. (Ρώυτερ). Ὁ Ὀργανισμὸς Ἀμερικανικῶν Κρατῶν ἀνεκοίνωσεν ὅτι τὸ Παναμερικανικὸν Οἰκονομικὸν Συμβούλιον θὰ συνέλθῃ τὸν Ἰούλιον. — [1353, 1115, 1560, 1213]
article-text: ΧΟΛΛΥΓΟΥΝΤ, 5. (Ρώυτερ). Ὁ ἠθοποιὸς Χὰγκ Ὀ'Μπράιαν, ὁ ὁποῖος ἐσυνόδευσε τὴν πρώην αὐτοκράτειραν τοῦ Ἰρὰν Σοράγια κατὰ τὴν παραμονήν της εἰς τὰς Ἡνωμένας Πολιτείας, ἐδήλωσεν ὅτι σκέπτεται σοβαρῶς νὰ τὴν ζητήσῃ εἰς γάμον. Ἐπρόσθεσεν ὅμως ὅτι ἡ διαφορὰ τοῦ τρόπου τῆς ζωῆς των ἀποτελεῖ πρόβλημα. — [461, 1420, 784, 1534]
article-text: Χθὲς τὴν ἑσπέραν συνῆλθον εἰς σύσκεψιν οἱ ἁρμόδιοι ὑπηρεσιακοὶ παράγοντες, ὑπὸ τὴν προεδρίαν τοῦ ὑπουργοῦ Βορείου Ἑλλάδος, κατὰ τὴν ὁποίαν ἐκανονίσθησαν αἱ λεπτομέρειαι τοῦ προγράμματος τῆς ἐπισκέψεως. Ἡ ὑποδοχὴ θὰ γίνῃ εἰς τὸν σιδηροδρομικὸν σταθμὸν ὑπὸ τῶν ἀρχῶν τῆς πόλεως. — [461, 718, 784, 1184]
article-text: ΒΕΡΟΛΙΝΟΝ, 5. (Ρώυτερ). Ὁ Χάινριχ Γέντεζ, 43 ἐτῶν, πρώην φύλαξ στρατοπέδου συγκεντρώσεως, κατηγορεῖται ὅτι ἦτο συνένοχος τοῦ φόνου 400 κρατουμένων κατὰ τὸν πόλεμον. — [200, 1014, 447, 1111]
headline: Η ΕΤΡΟΛΟΚΙΑ ΤΗΣ ΕΝ Δ. ΓΕΡΜΑΝΙΑ ΣΥΜΜΑΧΩΝ ΣΤΡΑΤΕΥΜΑΤΩΝ — [800, 1158, 990, 1229]
subheadline: Η ΕΓΚΑΤΑΛΕΙΨΙΣ ΤΗΣ ΕΠΑΡΧΙΑΣ — [1213, 1813, 1352, 1841]
column-domestic-news — [798, 8, 992, 2320]
column-foreign-news — [200, 8, 447, 2320]
article-text: Οἱ καταναλωταὶ παρακαλοῦνται ὅπως λάβουν τὰ ἀναγκαῖα μέτρα. — [798, 2183, 992, 2230]
article-text: ΑΘΗΝΑΙ, 5. Ἡ 18η Ἰουνίου καθωρίσθη ὡς διεθνὴς ἡμέρα ὁδικῆς ἀσφαλείας. Τὸ ὑπουργεῖον Συγκοινωνιῶν θὰ προβῇ εἰς σειρὰν ἐκδηλώσεων διὰ τὴν διαφώτισιν τοῦ κοινοῦ περὶ τῶν κανόνων κυκλοφορίας. — [1353, 1265, 1560, 1379]
article-text: Ὁ ΝΙΚΟΛΑΟΣ ΧΑΤΖΗΓΕΩΡΓΙΟΥ τοῦ Ἰωάννου καὶ τῆς Μαρίας, τὸ γένος Νικολάου, γεννηθεὶς καὶ κατοικῶν ἐν Θεσσαλονίκῃ καὶ ἡ ΕΠΙΣΤΗΜΗ ΒΑΛΚΑ, τοῦ Ἰωάννου καὶ τῆς Ὄλγας, γεννηθεῖσα καὶ κατοικοῦσα ἐν Θεσσαλονίκῃ. — [6, 515, 186, 629]
subheadline: Θὰ ἐγκαινιάσῃ τὰ νέα κτίρια τῆς φυσικομαθηματικῆς σχολῆς — [463, 229, 782, 277]
divider — [200, 720, 447, 721]
article-text: ΛΕΥΚΩΣΙΑ, 5. (Ρώυτερ). Ἀγγλικαὶ ναυτικαὶ μονάδες αἱ ὁποῖαι ἔλαβον μέρος εἰς ἀσκήσεις εἰς τὰ ὕδατα τῆς Κύπρου, ἀνεχώρησαν σήμερον διὰ τὴν Μάλταν. — [200, 632, 447, 712]
headline: ΑΙ ΕΠΙΠΤΩΣΕΙΣ ΕΚ ΤΗΣ ΣΤΑΣΕΩΣ ΤΗΣ ΑΛΒΑΝΙΑΣ — [1032, 146, 1534, 202]
headline: ΟΙ ΑΓΓΛΟΙ ΒΑΣΙΛΕΙΣ ΕΓΕΝΟΝΤΟ ΔΕΚΤΟΙ ΠΑΡΑ ΤΩ ΠΑΠΑ — [213, 1291, 434, 1344]
headline: Ο ΜΠΑΕΙ-Κ ΔΕΝ ΕΠΡΟΔΩΣΕΝ ΑΜΕΡΙΚΑΝΙΚΑ ΜΥΣΤΙΚΑ — [204, 1606, 443, 1660]
headline: ΔΙΑΛΥΣΙΝ ΤΗΣ ΕΚΟΦ ΖΗΤΟΥΝ ΑΙ ΝΕΟΛΑΙΑΙ ΠΟΛΙΤΙΚΩΝ ΚΟΜΜΑΤΩΝ — [801, 926, 989, 996]
subheadline: Η ΣΤΑΣΙΣ ΤΗΣ ΑΛΒΑΝΙΑΣ — [1013, 713, 1176, 728]
subheadline: ΕΙΔΙΚΑΙ ΗΜΕΡΑΙ — [1418, 1915, 1524, 1930]
headline: ΑΜΕΡΙΚΑΝΙΚΗ ΒΟΗΘΕΙΑ ΕΙΣ ΤΗΝ ΣΙΕΡΡΑΝ ΛΕΟΝΕ — [202, 1756, 445, 1793]
banner-box — [461, 282, 784, 339]
subheadline: ΤΟΥ ΤΡΟΠΟΥ ΤΗΣ ΖΩΗΣ — [512, 1397, 733, 1417]
article-text: ΡΩΜΗ, 5. (Ἀθηναϊκὸν Πρακτορεῖον). Ὁ καθηγητὴς κ. Σπ. Μαρινᾶτος ὡμίλησεν εἰς τὸ Ἰνστιτοῦτον Ἀρχαιολογίας περὶ τῶν τελευταίων ἀνασκαφῶν εἰς Πύλον. Εἰς τὴν διάλεξιν παρέστησαν πολλοὶ Ἰταλοὶ ἐπιστήμονες. — [200, 1181, 447, 1278]
divider — [798, 1369, 992, 1370]
headline: Η ΒΟΗΘΕΙΑ ΤΗΣ ΒΟΝΝΗΣ ΠΡΟΣ ΞΕΝΑΣ ΧΩΡΑΣ 3 ΔΙΣΕΚ. ΜΑΡΚΩΝ — [799, 1557, 991, 1628]
article-columns — [1005, 1761, 1560, 1945]
article-text: Ἀντὶ μνημοσύνου εἰς τὸ Πτωχοκομεῖον Θεσσαλονίκης δραχμαὶ 400, 200 δὲ εἰς τὸ Γηροκομεῖον. — [6, 996, 186, 1053]
article-text — [200, 498, 447, 564]
subheadline: «ΚΟΜΜΑΤΙΚΗ ΦΑΥΛΟΤΗΣ» — [1383, 1796, 1559, 1811]
headline: ΑΠΟΚΡΥΦΩΜΑ ΚΟΜΜΑΤΙΚΗΣ ΦΑΥΛΟΤΗΤΟΣ ΤΟ ΕΡΓΟΣΤΑΣΙΟΝ ΣΑΚΧΑΡΕΩΣ ΤΗΣ ΛΑΡΙΣΗΣ — [1074, 1679, 1492, 1758]
photo-caption: Οἱ βασιλεῖς μετὰ τοῦ ἀντιπροέδρου τῆς Γιουγκοσλαβίας καὶ τῆς κ. Ράνκοβιτς — [1166, 597, 1554, 625]
